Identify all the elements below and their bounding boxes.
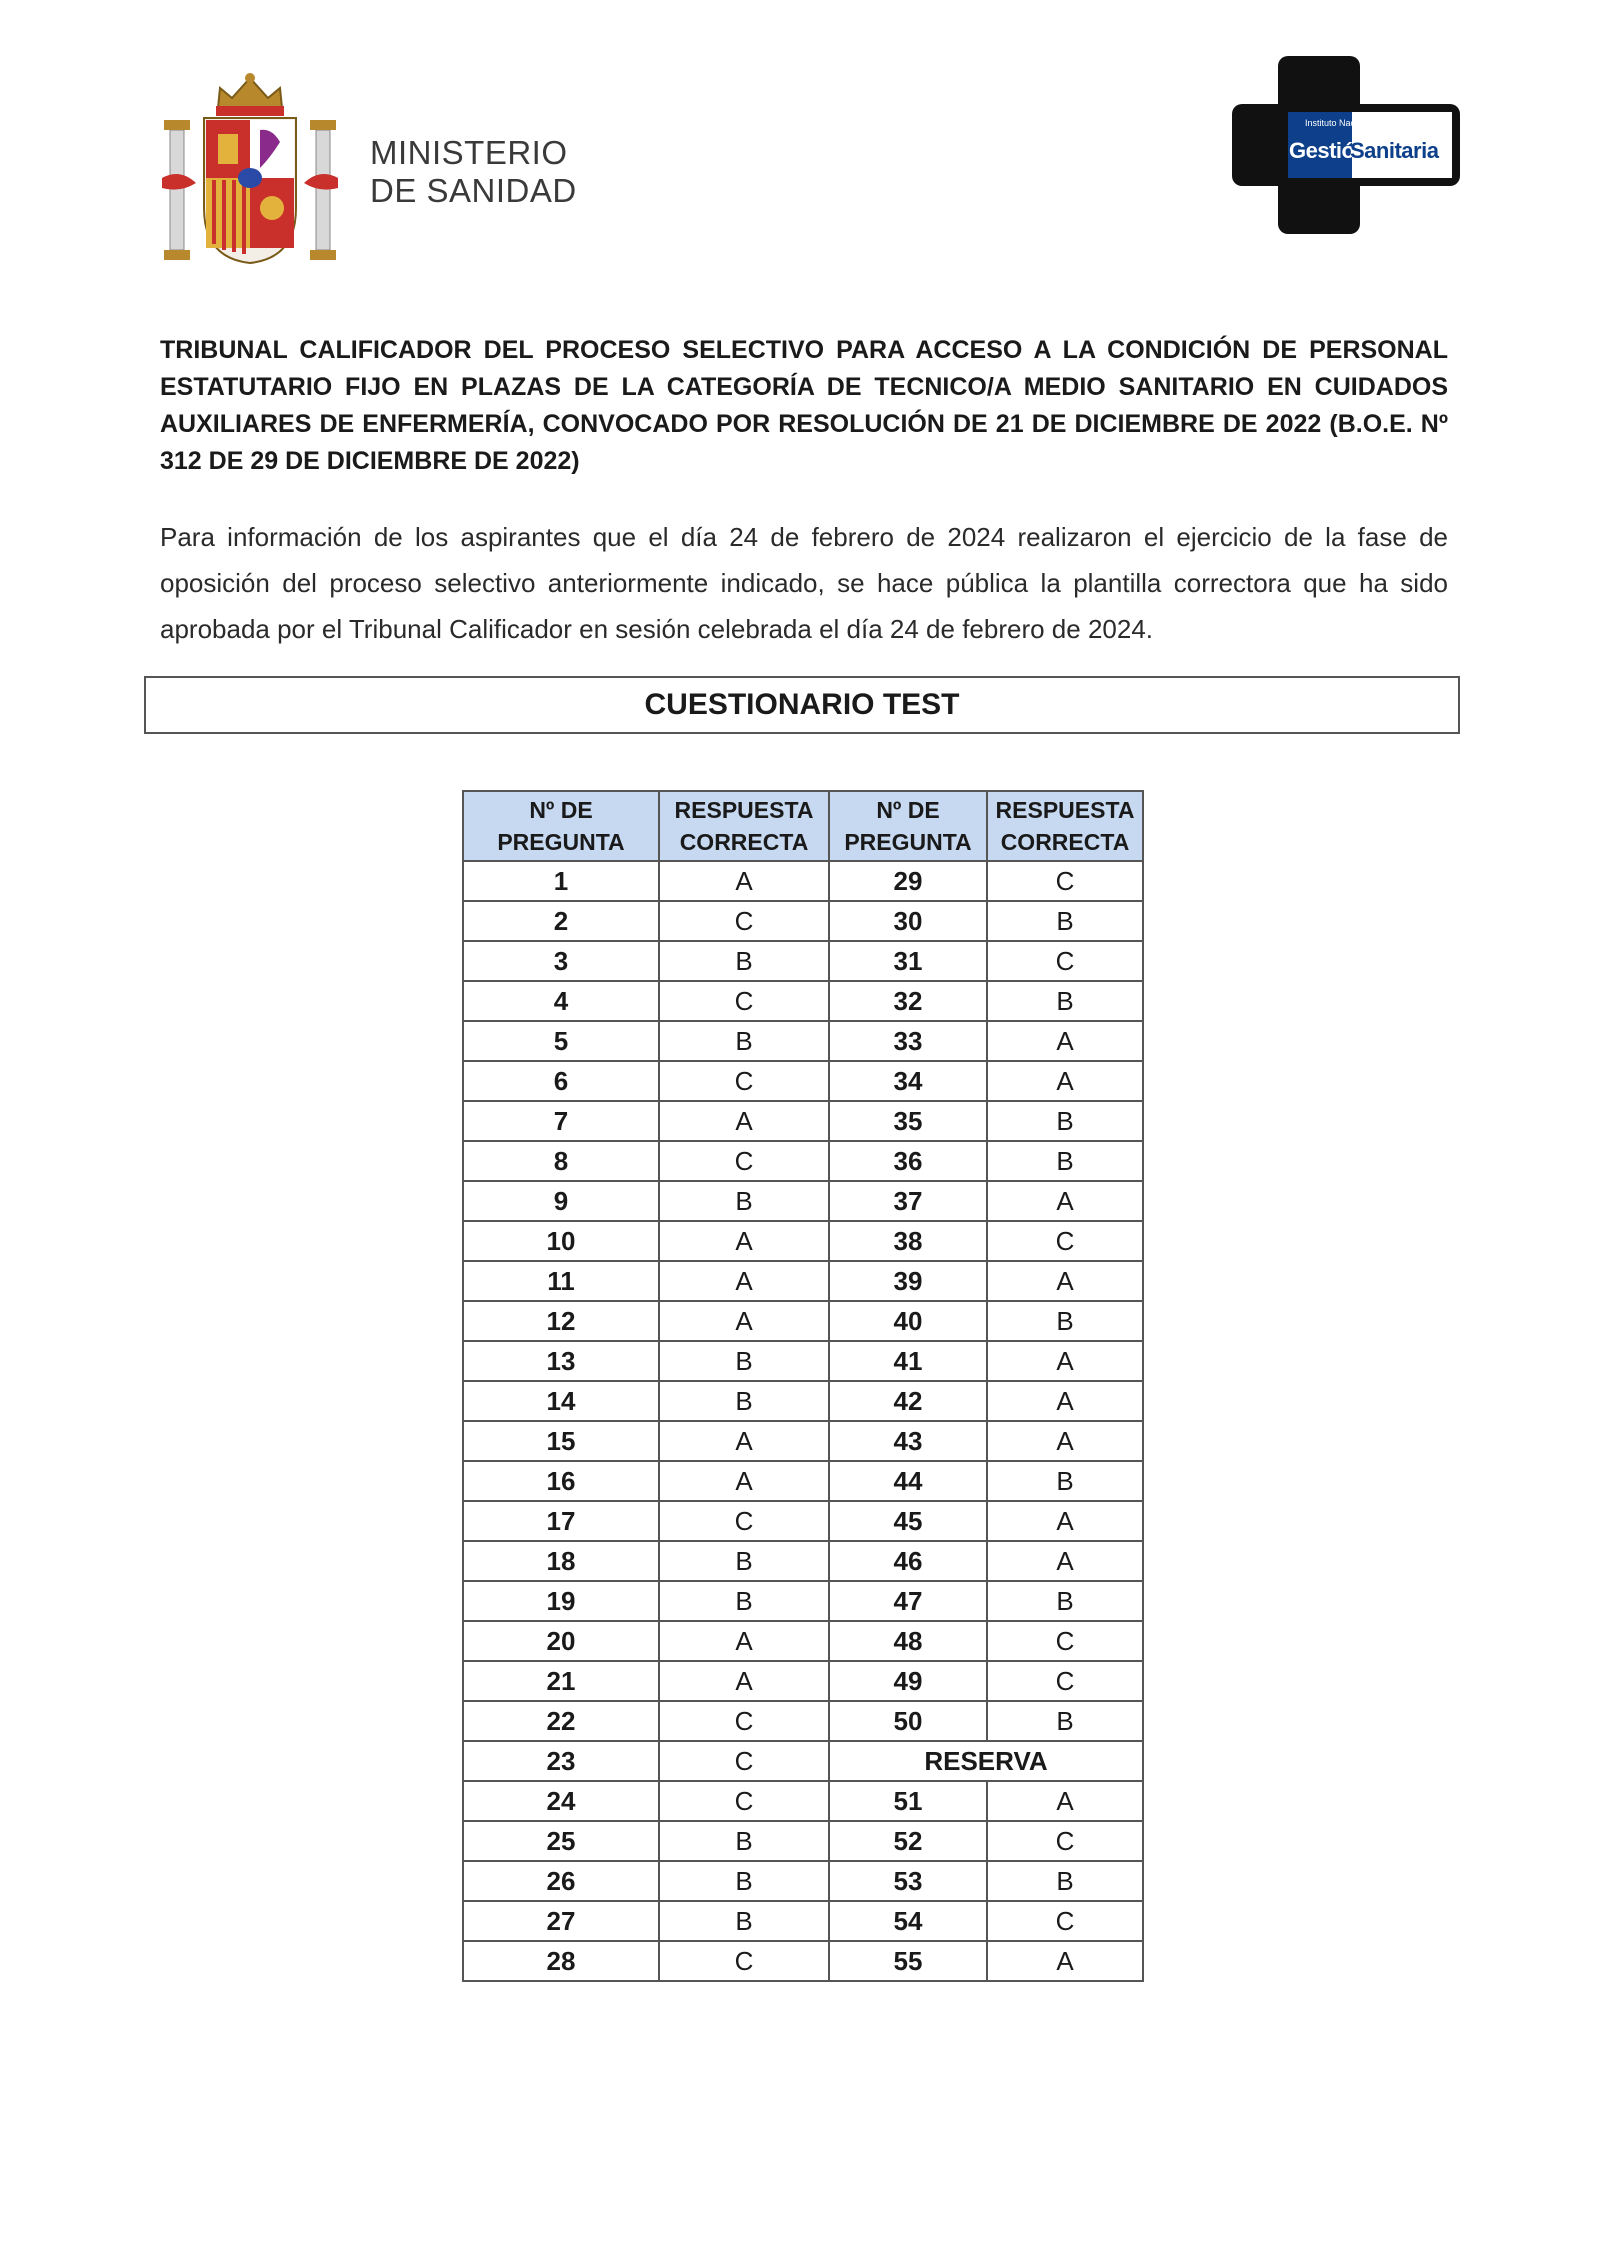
ingesa-word-gestion: Gestión [1289, 138, 1368, 163]
correct-answer: C [659, 1781, 829, 1821]
table-row [463, 1261, 1143, 1301]
question-number: 18 [463, 1541, 659, 1581]
correct-answer: C [987, 1901, 1143, 1941]
correct-answer: B [987, 1461, 1143, 1501]
question-number: 20 [463, 1621, 659, 1661]
answer-key-body [463, 861, 1143, 1981]
question-number: 29 [829, 861, 987, 901]
table-row [463, 1181, 1143, 1221]
question-number: 12 [463, 1301, 659, 1341]
correct-answer: A [987, 1501, 1143, 1541]
correct-answer: C [659, 1141, 829, 1181]
table-row [463, 861, 1143, 901]
intro-paragraph: Para información de los aspirantes que el día 24 de febrero de 2024 realizaron el ejercicio de la fase de oposición del proceso selectivo anteriormente indicado, se hace pública la plantilla correctora que ha sido aprobada por el Tribunal Calificador en sesión celebrada el día 24 de febrero de 2024. [160, 522, 1448, 644]
correct-answer: B [659, 1901, 829, 1941]
document-title: TRIBUNAL CALIFICADOR DEL PROCESO SELECTIVO PARA ACCESO A LA CONDICIÓN DE PERSONAL ESTATUTARIO FIJO EN PLAZAS DE LA CATEGORÍA DE TECNICO/A MEDIO SANITARIO EN CUIDADOS AUXILIARES DE ENFERMERÍA, CONVOCADO POR RESOLUCIÓN DE 21 DE DICIEMBRE DE 2022 (B.O.E. Nº 312 DE 29 DE DICIEMBRE DE 2022) [160, 336, 1448, 475]
correct-answer: C [987, 941, 1143, 981]
correct-answer: B [659, 1381, 829, 1421]
table-row [463, 1221, 1143, 1261]
ingesa-word-sanitaria: Sanitaria [1350, 138, 1439, 163]
correct-answer: A [987, 1341, 1143, 1381]
table-row [463, 1621, 1143, 1661]
question-number: 55 [829, 1941, 987, 1981]
table-row [463, 1301, 1143, 1341]
question-number: 51 [829, 1781, 987, 1821]
question-number: 27 [463, 1901, 659, 1941]
table-row [463, 1661, 1143, 1701]
question-number: 52 [829, 1821, 987, 1861]
correct-answer: A [659, 1621, 829, 1661]
question-number: 2 [463, 901, 659, 941]
correct-answer: B [987, 1581, 1143, 1621]
question-number: 24 [463, 1781, 659, 1821]
correct-answer: A [659, 1661, 829, 1701]
question-number: 16 [463, 1461, 659, 1501]
question-number: 14 [463, 1381, 659, 1421]
table-row [463, 1581, 1143, 1621]
correct-answer: B [987, 1701, 1143, 1741]
question-number: 23 [463, 1741, 659, 1781]
correct-answer: B [987, 1141, 1143, 1181]
table-row [463, 1781, 1143, 1821]
table-row [463, 1101, 1143, 1141]
correct-answer: B [659, 1821, 829, 1861]
correct-answer: A [987, 1421, 1143, 1461]
correct-answer: A [659, 1461, 829, 1501]
reserve-label: RESERVA [829, 1741, 1143, 1781]
question-number: 26 [463, 1861, 659, 1901]
correct-answer: A [987, 1261, 1143, 1301]
correct-answer: C [659, 1701, 829, 1741]
question-number: 40 [829, 1301, 987, 1341]
question-number: 15 [463, 1421, 659, 1461]
question-number: 6 [463, 1061, 659, 1101]
correct-answer: B [659, 1581, 829, 1621]
table-row [463, 1901, 1143, 1941]
correct-answer: A [987, 1181, 1143, 1221]
question-number: 42 [829, 1381, 987, 1421]
question-number: 44 [829, 1461, 987, 1501]
question-number: 34 [829, 1061, 987, 1101]
question-number: 8 [463, 1141, 659, 1181]
ingesa-subtitle: Instituto Nacional de [1305, 118, 1387, 128]
correct-answer: A [987, 1381, 1143, 1421]
table-row [463, 1941, 1143, 1981]
correct-answer: A [659, 1421, 829, 1461]
table-row [463, 1141, 1143, 1181]
correct-answer: B [659, 1541, 829, 1581]
correct-answer: A [987, 1781, 1143, 1821]
question-number: 50 [829, 1701, 987, 1741]
coat-of-arms-icon [160, 68, 340, 268]
table-row [463, 981, 1143, 1021]
table-row [463, 1461, 1143, 1501]
table-row [463, 901, 1143, 941]
correct-answer: C [659, 1941, 829, 1981]
question-number: 22 [463, 1701, 659, 1741]
question-number: 48 [829, 1621, 987, 1661]
section-title: CUESTIONARIO TEST [144, 676, 1460, 734]
correct-answer: B [987, 981, 1143, 1021]
table-row [463, 1741, 1143, 1781]
table-row [463, 1061, 1143, 1101]
correct-answer: B [659, 1861, 829, 1901]
question-number: 53 [829, 1861, 987, 1901]
correct-answer: C [987, 861, 1143, 901]
document-header [0, 0, 1600, 300]
table-row [463, 1821, 1143, 1861]
question-number: 21 [463, 1661, 659, 1701]
correct-answer: A [987, 1541, 1143, 1581]
correct-answer: B [987, 901, 1143, 941]
table-row [463, 1381, 1143, 1421]
question-number: 43 [829, 1421, 987, 1461]
correct-answer: B [987, 1101, 1143, 1141]
question-number: 41 [829, 1341, 987, 1381]
table-row [463, 1501, 1143, 1541]
correct-answer: A [659, 1261, 829, 1301]
correct-answer: B [659, 1341, 829, 1381]
correct-answer: C [987, 1221, 1143, 1261]
ministry-name [370, 134, 577, 210]
correct-answer: C [659, 901, 829, 941]
correct-answer: C [987, 1661, 1143, 1701]
correct-answer: A [987, 1941, 1143, 1981]
correct-answer: C [659, 1501, 829, 1541]
table-row [463, 1021, 1143, 1061]
correct-answer: A [659, 1101, 829, 1141]
question-number: 10 [463, 1221, 659, 1261]
question-number: 17 [463, 1501, 659, 1541]
question-number: 19 [463, 1581, 659, 1621]
question-number: 25 [463, 1821, 659, 1861]
header-correct-answer-right: RESPUESTA CORRECTA [987, 791, 1143, 861]
correct-answer: B [987, 1861, 1143, 1901]
correct-answer: C [659, 1741, 829, 1781]
correct-answer: C [659, 1061, 829, 1101]
table-row [463, 1341, 1143, 1381]
question-number: 31 [829, 941, 987, 981]
table-row [463, 1421, 1143, 1461]
table-header-row [463, 791, 1143, 861]
ministry-name-line1: MINISTERIO [370, 134, 568, 171]
correct-answer: B [659, 941, 829, 981]
question-number: 9 [463, 1181, 659, 1221]
question-number: 47 [829, 1581, 987, 1621]
question-number: 32 [829, 981, 987, 1021]
question-number: 36 [829, 1141, 987, 1181]
correct-answer: A [987, 1021, 1143, 1061]
correct-answer: B [987, 1301, 1143, 1341]
correct-answer: B [659, 1021, 829, 1061]
question-number: 45 [829, 1501, 987, 1541]
question-number: 54 [829, 1901, 987, 1941]
answer-key-table [462, 790, 1144, 1982]
question-number: 7 [463, 1101, 659, 1141]
correct-answer: A [659, 1221, 829, 1261]
header-question-number-right: Nº DE PREGUNTA [829, 791, 987, 861]
question-number: 13 [463, 1341, 659, 1381]
table-row [463, 1701, 1143, 1741]
question-number: 5 [463, 1021, 659, 1061]
header-question-number-left: Nº DE PREGUNTA [463, 791, 659, 861]
correct-answer: C [659, 981, 829, 1021]
question-number: 39 [829, 1261, 987, 1301]
ministry-name-line2: DE SANIDAD [370, 172, 577, 209]
correct-answer: A [659, 861, 829, 901]
question-number: 11 [463, 1261, 659, 1301]
question-number: 3 [463, 941, 659, 981]
question-number: 49 [829, 1661, 987, 1701]
question-number: 38 [829, 1221, 987, 1261]
question-number: 46 [829, 1541, 987, 1581]
correct-answer: B [659, 1181, 829, 1221]
question-number: 37 [829, 1181, 987, 1221]
question-number: 1 [463, 861, 659, 901]
question-number: 35 [829, 1101, 987, 1141]
question-number: 33 [829, 1021, 987, 1061]
correct-answer: A [659, 1301, 829, 1341]
table-row [463, 1541, 1143, 1581]
header-correct-answer-left: RESPUESTA CORRECTA [659, 791, 829, 861]
correct-answer: A [987, 1061, 1143, 1101]
table-row [463, 941, 1143, 981]
table-row [463, 1861, 1143, 1901]
question-number: 30 [829, 901, 987, 941]
question-number: 4 [463, 981, 659, 1021]
correct-answer: C [987, 1621, 1143, 1661]
question-number: 28 [463, 1941, 659, 1981]
correct-answer: C [987, 1821, 1143, 1861]
